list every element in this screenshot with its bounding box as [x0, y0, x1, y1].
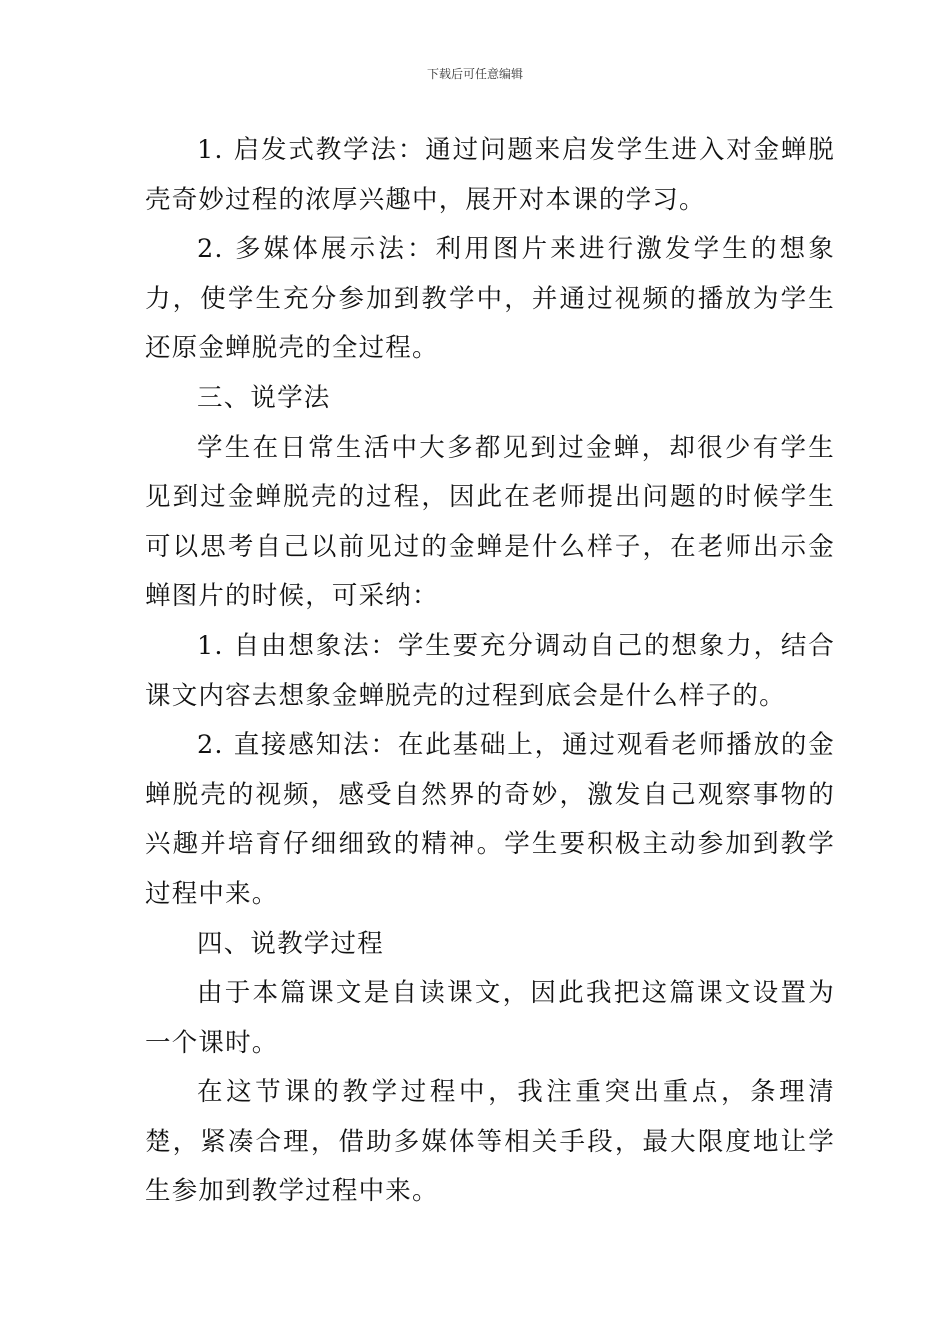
paragraph-learning-intro: 学生在日常生活中大多都见到过金蝉，却很少有学生见到过金蝉脱壳的过程，因此在老师提出问题的时候学生可以思考自己以前见过的金蝉是什么样子，在老师出示金蝉图片的时候，可采纳： — [145, 432, 835, 612]
section-heading-teaching-process: 四、说教学过程 — [197, 928, 384, 959]
page-header: 下载后可任意编辑 — [426, 67, 523, 81]
paragraph-method-multimedia: 2. 多媒体展示法：利用图片来进行激发学生的想象力，使学生充分参加到教学中，并通过视频的播放为学生还原金蝉脱壳的全过程。 — [145, 234, 835, 364]
paragraph-method-imagination: 1. 自由想象法：学生要充分调动自己的想象力，结合课文内容去想象金蝉脱壳的过程到底会是什么样子的。 — [145, 630, 835, 711]
paragraph-lesson-approach: 在这节课的教学过程中，我注重突出重点，条理清楚，紧凑合理，借助多媒体等相关手段，最大限度地让学生参加到教学过程中来。 — [145, 1077, 835, 1207]
paragraph-method-perception: 2. 直接感知法：在此基础上，通过观看老师播放的金蝉脱壳的视频，感受自然界的奇妙，激发自己观察事物的兴趣并培育仔细细致的精神。学生要积极主动参加到教学过程中来。 — [145, 730, 835, 909]
section-heading-learning-methods: 三、说学法 — [197, 382, 331, 413]
document-body — [145, 126, 835, 1217]
paragraph-method-heuristic: 1. 启发式教学法：通过问题来启发学生进入对金蝉脱壳奇妙过程的浓厚兴趣中，展开对本课的学习。 — [145, 135, 835, 215]
paragraph-lesson-setup: 由于本篇课文是自读课文，因此我把这篇课文设置为一个课时。 — [145, 978, 835, 1058]
